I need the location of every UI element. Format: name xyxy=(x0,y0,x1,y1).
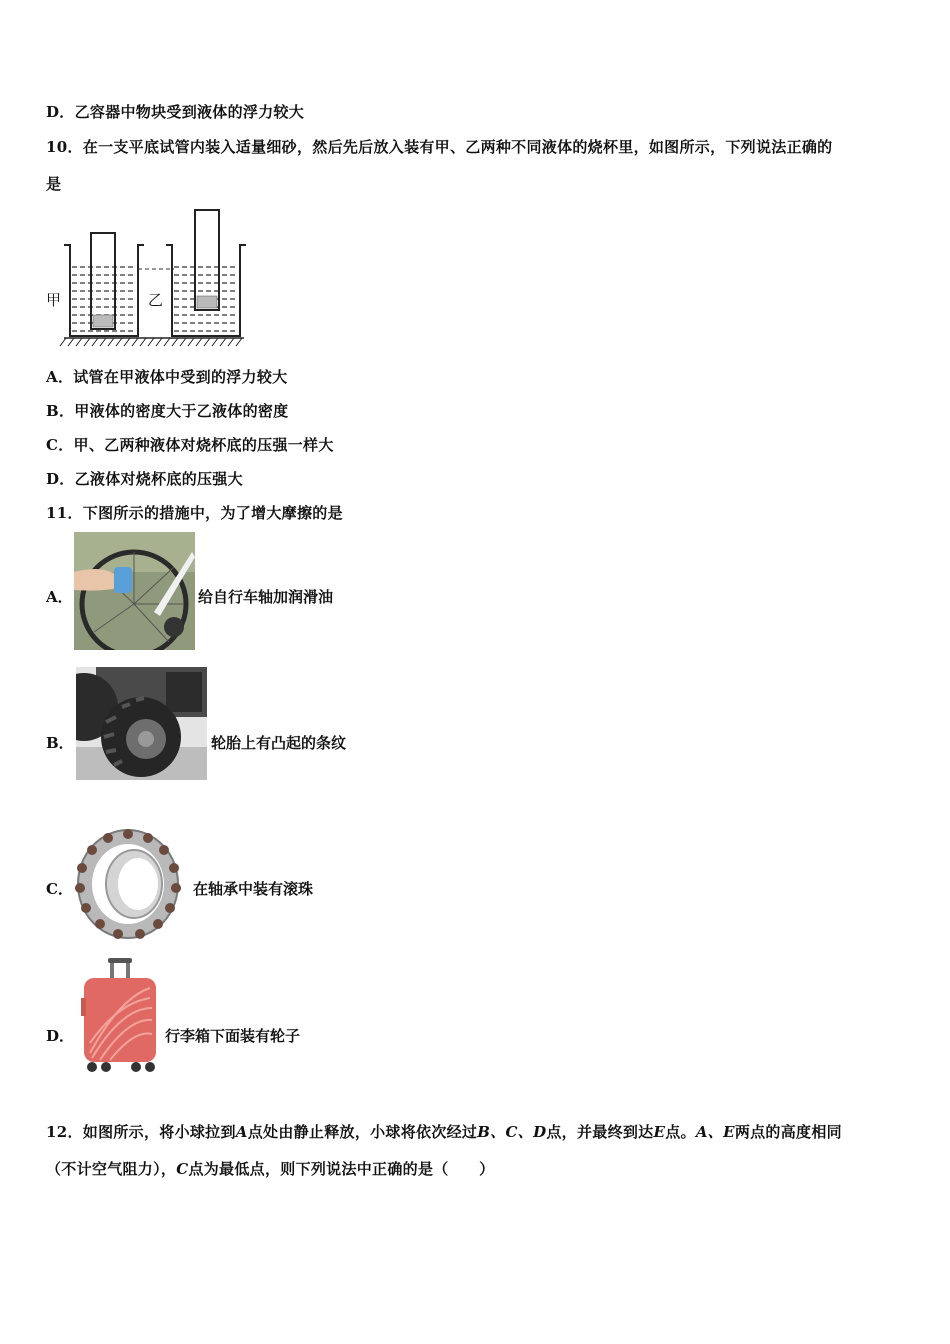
q12-stem-line1 xyxy=(46,1121,842,1142)
q11-option-d-text: 行李箱下面装有轮子 xyxy=(165,1027,301,1045)
suitcase-image xyxy=(80,958,160,1075)
q11-option-c-label: C． xyxy=(46,880,73,898)
label-jia: 甲 xyxy=(46,291,62,309)
label-yi: 乙 xyxy=(148,291,164,309)
bearing-image xyxy=(72,824,184,940)
q10-option-d: D．乙液体对烧杯底的压强大 xyxy=(46,470,243,488)
q10-beaker-figure xyxy=(44,205,254,350)
point-e: E xyxy=(653,1123,666,1141)
q10-stem-line1: 10．在一支平底试管内装入适量细砂，然后先后放入装有甲、乙两种不同液体的烧杯里，如图所示，下列说法正确的 xyxy=(46,138,833,156)
q12-text: 12．如图所示，将小球拉到 xyxy=(46,1123,236,1141)
q11-stem: 11．下图所示的措施中，为了增大摩擦的是 xyxy=(46,504,343,522)
q9-option-d: D．乙容器中物块受到液体的浮力较大 xyxy=(46,103,305,121)
q12-text: 点，并最终到达 xyxy=(546,1123,654,1141)
points-ae: A、E xyxy=(695,1123,735,1141)
q11-option-c-text: 在轴承中装有滚珠 xyxy=(193,880,314,898)
q10-option-a: A．试管在甲液体中受到的浮力较大 xyxy=(46,368,288,386)
point-c: C xyxy=(176,1160,189,1178)
q11-option-b-text: 轮胎上有凸起的条纹 xyxy=(211,734,347,752)
tire-image xyxy=(76,667,207,780)
q12-text: 点处由静止释放，小球将依次经过 xyxy=(247,1123,478,1141)
points-bcd: B、C、D xyxy=(477,1123,547,1141)
q12-text: 点。 xyxy=(665,1123,696,1141)
q11-option-a-text: 给自行车轴加润滑油 xyxy=(198,588,334,606)
beaker-diagram xyxy=(44,205,254,350)
q12-stem-line2 xyxy=(46,1158,494,1179)
bicycle-oil-image xyxy=(74,532,195,650)
q10-option-c: C．甲、乙两种液体对烧杯底的压强一样大 xyxy=(46,436,334,454)
q11-option-b-label: B． xyxy=(46,734,74,752)
q12-text: 点为最低点，则下列说法中正确的是（ ） xyxy=(188,1160,495,1178)
point-a: A xyxy=(235,1123,248,1141)
q12-text: 两点的高度相同 xyxy=(734,1123,842,1141)
q12-text: （不计空气阻力）， xyxy=(46,1160,177,1178)
q11-option-a-label: A． xyxy=(46,588,73,606)
q10-option-b: B．甲液体的密度大于乙液体的密度 xyxy=(46,402,289,420)
q10-stem-line2: 是 xyxy=(46,175,62,193)
q11-option-d-label: D． xyxy=(46,1027,75,1045)
